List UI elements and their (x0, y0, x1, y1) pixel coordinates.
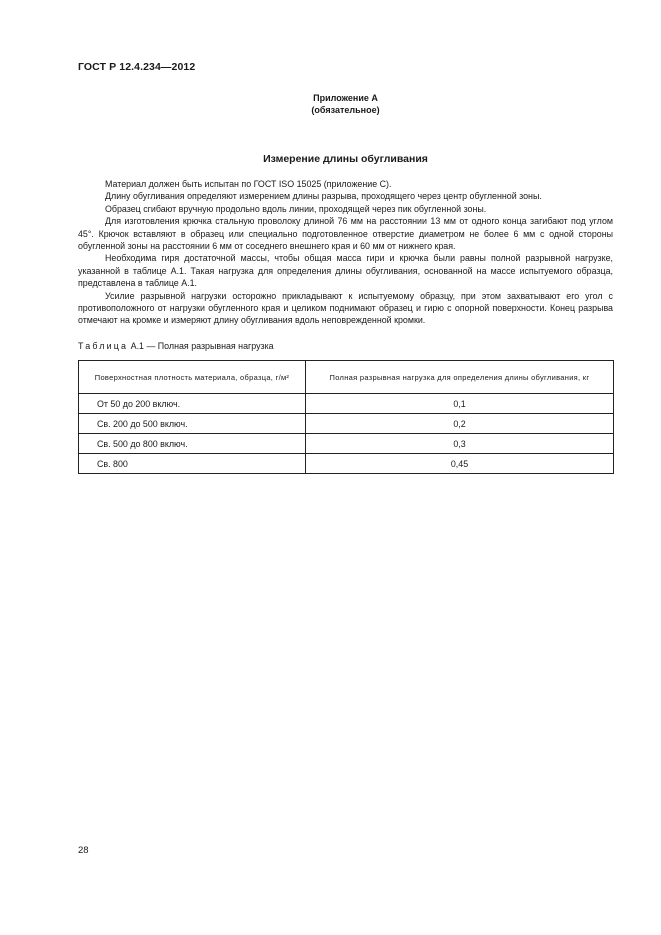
table-row (79, 434, 614, 454)
table-cell-density: Св. 500 до 800 включ. (79, 434, 306, 454)
table-row (79, 394, 614, 414)
table-header-load: Полная разрывная нагрузка для определения длины обугливания, кг (306, 361, 614, 394)
table-caption (78, 341, 274, 351)
table-cell-load: 0,45 (306, 454, 614, 474)
table-cell-density: Св. 800 (79, 454, 306, 474)
table-header-density: Поверхностная плотность материала, образца, г/м² (79, 361, 306, 394)
table-cell-density: Св. 200 до 500 включ. (79, 414, 306, 434)
appendix-subtitle: (обязательное) (311, 105, 380, 115)
table-cell-load: 0,2 (306, 414, 614, 434)
paragraph: Для изготовления крючка стальную проволоку длиной 76 мм на расстоянии 13 мм от одного конца загибают под углом 45°. Крючок вставляют в образец или специально подготовленное отверстие диаметром не более 6 мм с одной стороны обугленной зоны на расстоянии 6 мм от соседнего внешнего края и 60 мм от нижнего края. (78, 216, 613, 252)
section-title (0, 153, 661, 165)
section-title-text: Измерение длины обугливания (263, 153, 428, 165)
table-cell-load: 0,3 (306, 434, 614, 454)
table-caption-text: А.1 — Полная разрывная нагрузка (128, 341, 274, 351)
load-table (78, 360, 614, 474)
table-row (79, 454, 614, 474)
appendix-heading (0, 92, 661, 116)
paragraph: Усилие разрывной нагрузки осторожно прикладывают к испытуемому образцу, при этом захватывают его угол с противоположного от нагрузки обугленного края и целиком поднимают образец и гирю с опорной поверхности. Конец разрыва отмечают на кромке и измеряют длину обугливания вдоль неповрежденной кромки. (78, 290, 613, 326)
page-number: 28 (78, 845, 89, 856)
table-cell-density: От 50 до 200 включ. (79, 394, 306, 414)
paragraph: Образец сгибают вручную продольно вдоль линии, проходящей через пик обугленной зоны. (105, 203, 487, 214)
appendix-title: Приложение А (313, 93, 378, 103)
table-header-row (79, 361, 614, 394)
body-text (78, 178, 613, 327)
paragraph: Необходима гиря достаточной массы, чтобы общая масса гири и крючка были равны полной разрывной нагрузке, указанной в таблице А.1. Такая нагрузка для определения длины обугливания, основанной на массе испытуемого образца, представлена в таблице А.1. (78, 253, 613, 289)
table-row (79, 414, 614, 434)
paragraph: Длину обугливания определяют измерением длины разрыва, проходящего через центр обугленной зоны. (105, 191, 542, 202)
table-cell-load: 0,1 (306, 394, 614, 414)
document-code: ГОСТ Р 12.4.234—2012 (78, 61, 196, 73)
table-caption-label: Таблица (78, 341, 129, 351)
paragraph: Материал должен быть испытан по ГОСТ ISO 15025 (приложение С). (105, 179, 392, 189)
